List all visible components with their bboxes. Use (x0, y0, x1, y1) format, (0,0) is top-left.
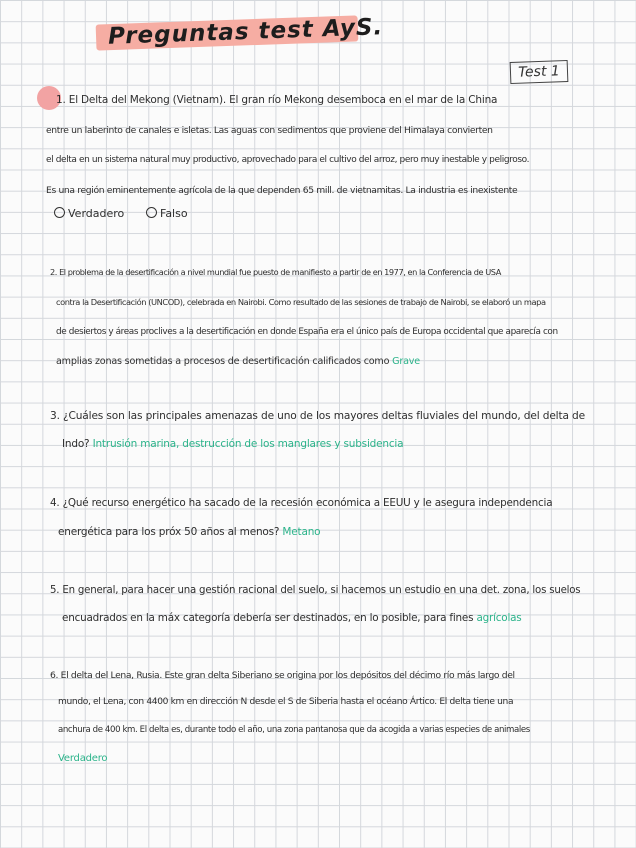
answer-text: agrícolas (476, 612, 522, 624)
question-text-line (62, 438, 403, 451)
question-text-line: mundo, el Lena, con 4400 km en dirección N desde el S de Siberia hasta el océano Ártico. El delta tiene una (58, 697, 514, 707)
question-text-line: 1. El Delta del Mekong (Vietnam). El gran río Mekong desemboca en el mar de la China (56, 94, 498, 106)
question-text-line: 3. ¿Cuáles son las principales amenazas de uno de los mayores deltas fluviales del mundo, del delta de (50, 410, 585, 422)
page-title: Preguntas test AyS. (107, 14, 384, 50)
option-false[interactable] (146, 207, 188, 221)
answer-text: Metano (282, 526, 321, 538)
question-text-line: anchura de 400 km. El delta es, durante todo el año, una zona pantanosa que da acogida a varias especies de animales (58, 725, 530, 735)
question-text-line: el delta en un sistema natural muy productivo, aprovechado para el cultivo del arroz, pero muy inestable y peligroso. (46, 155, 530, 165)
question-text-line: entre un laberinto de canales e isletas. Las aguas con sedimentos que proviene del Himalaya convierten (46, 125, 493, 136)
question-text-line: de desiertos y áreas proclives a la desertificación en donde España era el único país de Europa occidental que aparecía con (56, 327, 558, 337)
option-label: Falso (160, 207, 188, 220)
answer-text: Verdadero (58, 753, 108, 764)
question-text-line (56, 355, 420, 368)
question-text: encuadrados en la máx categoría debería ser destinados, en lo posible, para fines (62, 612, 474, 624)
answer-text: Grave (392, 356, 420, 367)
question-text-line: 2. El problema de la desertificación a nivel mundial fue puesto de manifiesto a partir de en 1977, en la Conferencia de USA (50, 267, 501, 277)
test-label-box: Test 1 (510, 60, 569, 84)
question-text: Indo? (62, 438, 90, 450)
question-text-line: 5. En general, para hacer una gestión racional del suelo, si hacemos un estudio en una det. zona, los suelos (50, 585, 581, 596)
question-text-line (58, 526, 320, 539)
radio-circle-icon (146, 207, 157, 218)
question-text-line: Es una región eminentemente agrícola de la que dependen 65 mill. de vietnamitas. La industria es inexistente (46, 185, 518, 196)
question-text-line: 4. ¿Qué recurso energético ha sacado de la recesión económica a EEUU y le asegura independencia (50, 497, 553, 509)
option-label: Verdadero (68, 207, 125, 220)
option-true[interactable] (54, 207, 124, 221)
answer-text: Intrusión marina, destrucción de los manglares y subsidencia (92, 438, 404, 450)
question-text-line: contra la Desertificación (UNCOD), celebrada en Nairobi. Como resultado de las sesiones de trabajo de Nairobi, se elaboró un mapa (56, 297, 546, 307)
radio-circle-icon (54, 207, 65, 218)
question-text-line (62, 612, 522, 625)
question-text: energética para los próx 50 años al menos? (58, 526, 280, 538)
question-text: amplias zonas sometidas a procesos de desertificación calificados como (56, 356, 390, 367)
question-text-line: 6. El delta del Lena, Rusia. Este gran delta Siberiano se origina por los depósitos del décimo río más largo del (50, 670, 515, 681)
